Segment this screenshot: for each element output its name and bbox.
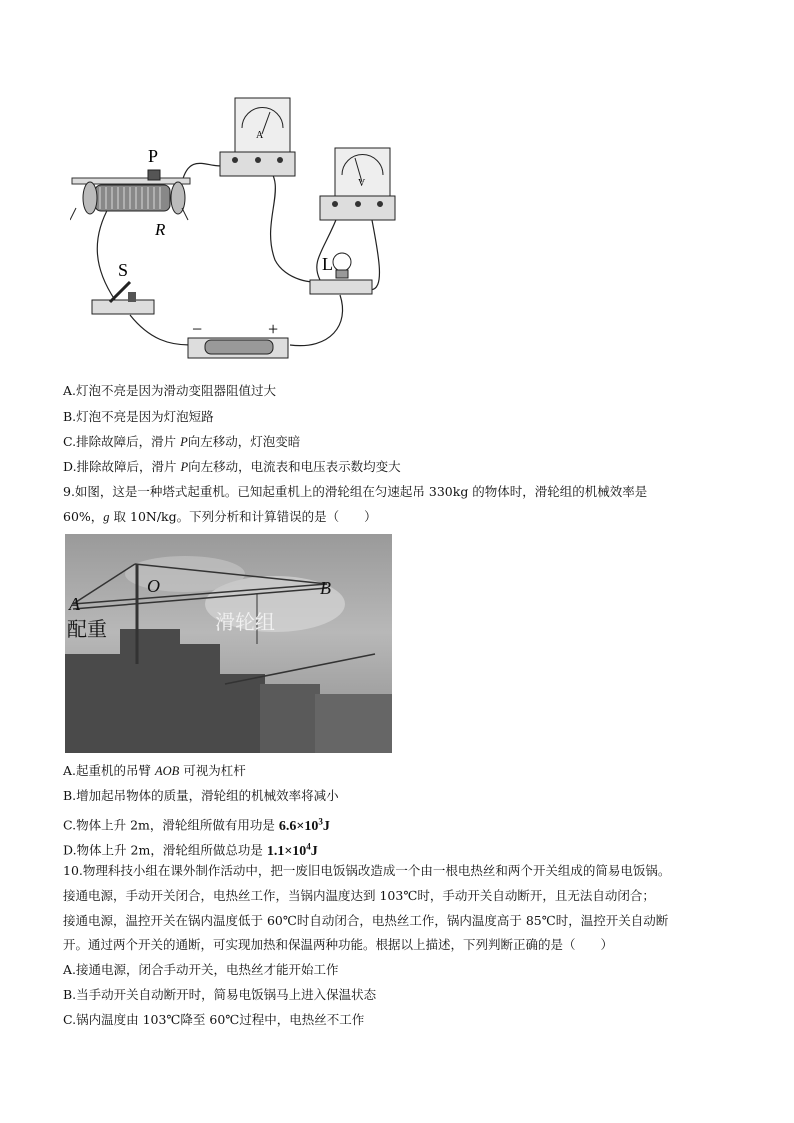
q8-option-b: B.灯泡不亮是因为灯泡短路 — [63, 409, 214, 424]
q10-option-a: A.接通电源，闭合手动开关，电热丝才能开始工作 — [63, 962, 339, 977]
label-s: S — [118, 260, 129, 280]
q8-option-a: A.灯泡不亮是因为滑动变阻器阻值过大 — [63, 383, 277, 398]
label-p: P — [148, 146, 159, 166]
lamp — [310, 253, 372, 294]
q8-option-d-pre: D.排除故障后，滑片 — [63, 459, 181, 474]
q8-option-d-var: P — [180, 460, 189, 474]
q9-stem2-var: g — [103, 510, 110, 524]
q9-stem-line2 — [63, 509, 377, 525]
q10-option-c: C.锅内温度由 103℃降至 60℃过程中，电热丝不工作 — [63, 1012, 365, 1027]
label-o: O — [147, 576, 160, 596]
q9-option-b: B.增加起吊物体的质量，滑轮组的机械效率将减小 — [63, 788, 339, 803]
q9-option-a-pre: A.起重机的吊臂 — [63, 763, 155, 778]
q10-stem-line3: 接通电源，温控开关在锅内温度低于 60℃时自动闭合，电热丝工作，锅内温度高于 85℃时，温控开关自动断 — [63, 913, 669, 928]
q8-option-d — [63, 459, 401, 475]
q10-option-b: B.当手动开关自动断开时，简易电饭锅马上进入保温状态 — [63, 987, 377, 1002]
q9-option-c-pre: C.物体上升 2m，滑轮组所做有用功是 — [63, 817, 279, 833]
label-v: V — [358, 178, 366, 189]
label-pulley: 滑轮组 — [215, 610, 275, 634]
label-minus: − — [192, 319, 203, 339]
q10-stem-line2: 接通电源，手动开关闭合，电热丝工作，当锅内温度达到 103℃时，手动开关自动断开，且无法自动闭合； — [63, 888, 655, 903]
rheostat — [70, 170, 190, 220]
q8-option-c-pre: C.排除故障后，滑片 — [63, 434, 181, 449]
q9-stem2-post: 取 10N/kg。下列分析和计算错误的是（ ） — [109, 509, 377, 524]
q9-option-d-mantissa: 1.1×10 — [266, 843, 307, 859]
q9-option-d-value — [266, 841, 318, 859]
q9-option-c — [63, 813, 330, 835]
q10-stem-line1: 10.物理科技小组在课外制作活动中，把一废旧电饭锅改造成一个由一根电热丝和两个开关组成的简易电饭锅。 — [63, 863, 671, 878]
label-plus: + — [268, 319, 279, 339]
circuit-figure — [70, 90, 400, 365]
label-a: A — [256, 130, 264, 141]
q9-stem2-pre: 60%， — [63, 509, 104, 524]
q9-option-a-var: AOB — [154, 764, 180, 778]
q9-option-c-value — [278, 816, 330, 834]
q9-option-a-post: 可视为杠杆 — [179, 763, 246, 778]
q8-option-c-var: P — [180, 435, 188, 449]
label-a: A — [69, 594, 80, 614]
crane-photo — [65, 534, 392, 753]
q9-option-c-unit: J — [322, 818, 330, 834]
q9-option-c-exponent: 3 — [318, 816, 323, 826]
label-counterweight: 配重 — [67, 617, 107, 641]
switch — [92, 282, 154, 314]
q8-option-c-post: 向左移动，灯泡变暗 — [187, 434, 301, 449]
q9-option-d-exponent: 4 — [306, 841, 311, 851]
q9-option-d — [63, 838, 318, 860]
q10-stem-line4: 开。通过两个开关的通断，可实现加热和保温两种功能。根据以上描述，下列判断正确的是（ ） — [63, 937, 614, 952]
q9-option-c-mantissa: 6.6×10 — [278, 818, 319, 834]
q9-option-a — [63, 763, 246, 779]
label-r: R — [155, 220, 166, 239]
label-b: B — [320, 578, 331, 598]
q9-stem-line1: 9.如图，这是一种塔式起重机。已知起重机上的滑轮组在匀速起吊 330kg 的物体时，滑轮组的机械效率是 — [63, 484, 648, 499]
label-l: L — [322, 254, 333, 274]
q9-option-d-pre: D.物体上升 2m，滑轮组所做总功是 — [63, 842, 267, 858]
q9-option-d-unit: J — [310, 843, 318, 859]
q8-option-c — [63, 434, 300, 450]
battery — [188, 338, 288, 358]
q8-option-d-post: 向左移动，电流表和电压表示数均变大 — [188, 459, 401, 474]
